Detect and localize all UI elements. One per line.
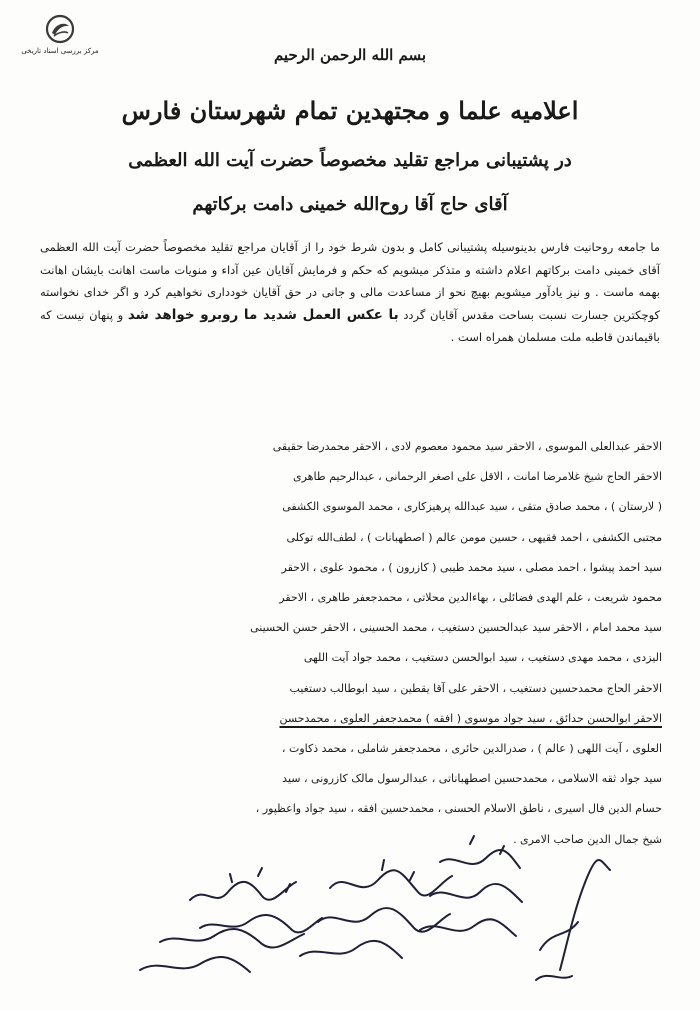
document-title: اعلامیه علما و مجتهدین تمام شهرستان فارس	[121, 96, 579, 125]
statement-text-part-2: و پنهان نیست که باقیماندن قاطبه ملت مسلمان همراه است .	[40, 307, 660, 344]
archive-emblem-icon	[45, 14, 75, 44]
statement-paragraph	[40, 236, 660, 349]
signatory-line: شیخ جمال الدین صاحب الامری .	[513, 832, 662, 846]
archive-logo-text: مرکز بررسی اسناد تاریخی	[21, 47, 99, 55]
signatory-line: سید جواد ثقه الاسلامی ، محمدحسین اصطهباناتی ، عبدالرسول مالک کازرونی ، سید	[282, 772, 662, 786]
handwritten-annotation	[0, 830, 700, 1010]
statement-bold-warning: با عکس العمل شدید ما روبرو خواهد شد	[127, 306, 399, 323]
document-subtitle-line-1: در پشتیبانی مراجع تقلید مخصوصاً حضرت آیت الله العظمی	[128, 150, 572, 171]
signatory-line: الاحقر الحاج شیخ غلامرضا امانت ، الاقل علی اصغر الرحمانی ، عبدالرحیم طاهری	[293, 470, 662, 484]
signatory-line: الاحقر الحاج محمدحسین دستغیب ، الاحقر علی آقا یقطین ، سید ابوطالب دستغیب	[289, 681, 662, 695]
signatory-line: سید محمد امام ، الاحقر سید عبدالحسین دستغیب ، محمد الحسینی ، الاحقر حسن الحسینی	[250, 621, 662, 635]
signatory-line: الاحقر عبدالعلی الموسوی ، الاحقر سید محمود معصوم لادی ، الاحقر محمدرضا حقیقی	[272, 440, 662, 453]
document-subtitle-line-2: آقای حاج آقا روح‌الله خمینی دامت برکاتهم	[192, 194, 508, 215]
bismillah-heading: بسم الله الرحمن الرحیم	[273, 46, 427, 64]
signatory-line: الاحقر ابوالحسن حدائق ، سید جواد موسوی ( افقه ) محمدجعفر العلوی ، محمدحسن	[279, 711, 662, 725]
signatory-line: سید احمد پیشوا ، احمد مصلی ، سید محمد طیبی ( کازرون ) ، محمود علوی ، الاحقر	[281, 560, 662, 574]
signatories-list	[40, 432, 662, 855]
signatory-line: محمود شریعت ، علم الهدی فضائلی ، بهاءالدین محلاتی ، محمدجعفر طاهری ، الاحقر	[279, 591, 662, 605]
signatory-line: مجتبی الکشفی ، احمد فقیهی ، حسین مومن عالم ( اصطهبانات ) ، لطف‌الله توکلی	[286, 530, 662, 544]
statement-text-part-1: ما جامعه روحانیت فارس بدینوسیله پشتیبانی کامل و بدون شرط خود را از آقایان مراجع تقلید مخصوصاً حضرت آیت الله العظمی آقای خمینی دامت برکاتهم اعلام داشته و متذکر میشویم که حکم و فرمایش آقایان عین آداء و منویات ماست اهانت بایشان اهانت بهمه ماست . و نیز یادآور میشویم بهیچ نحو از مساعدت مالی و جانی در حق آقایان خودداری نخواهیم کرد و اگر خدای نخواسته کوچکترین جسارت نسبت بساحت مقدس آقایان گردد	[40, 240, 660, 322]
signatory-line: العلوی ، آیت اللهی ( عالم ) ، صدرالدین حائری ، محمدجعفر شاملی ، محمد ذکاوت ،	[281, 742, 662, 756]
signatory-line: حسام الدین فال اسیری ، ناطق الاسلام الحسنی ، محمدحسین افقه ، سید جواد واعظپور ،	[255, 802, 662, 816]
signatory-line: الیزدی ، محمد مهدی دستغیب ، سید ابوالحسن دستغیب ، محمد جواد آیت اللهی	[303, 651, 662, 665]
signatory-line: ( لارستان ) ، محمد صادق متقی ، سید عبدالله پرهیزکاری ، محمد الموسوی الکشفی	[282, 500, 662, 514]
statement-body	[40, 236, 660, 349]
